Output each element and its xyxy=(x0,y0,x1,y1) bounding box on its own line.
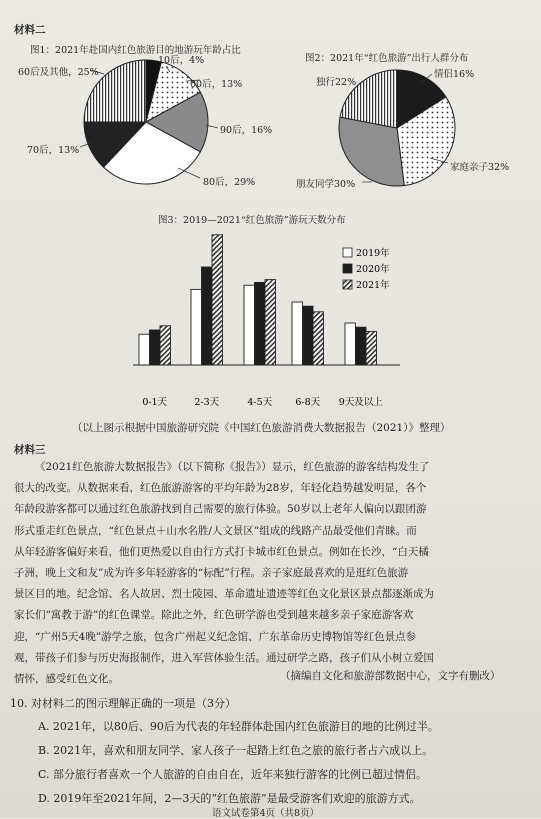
fig2-label-couple: 情侣16% xyxy=(434,69,475,80)
bar-2020-3 xyxy=(303,306,314,365)
source-note: （以上图示根据中国旅游研究院《中国红色旅游消费大数据报告（2021）》整理） xyxy=(72,422,451,434)
option-b[interactable]: B. 2021年，喜欢和朋友同学、家人孩子一起踏上红色之旅的旅行者占六成以上。 xyxy=(38,744,434,757)
legend-swatch-2021 xyxy=(343,280,352,289)
x-tick-label: 2-3天 xyxy=(194,397,220,408)
pie-charts xyxy=(0,0,541,205)
bar-2021-2 xyxy=(265,280,276,365)
bar-2019-3 xyxy=(292,302,303,365)
material3-line: 从年轻游客偏好来看，他们更热爱以自由行方式打卡城市红色景点。例如在长沙，“白天橘 xyxy=(14,545,429,558)
material3-body xyxy=(14,457,532,690)
fig2-caption: 图2：2021年“红色旅游”出行人群分布 xyxy=(305,53,469,64)
bar-2020-1 xyxy=(202,267,213,365)
material3-line: 景区目的地。纪念馆、名人故居、烈士陵园、革命遗址遗迹等红色文化景区景点都逐渐成为 xyxy=(14,588,434,601)
x-tick-label: 6-8天 xyxy=(295,397,321,408)
fig1-label-10: 10后，4% xyxy=(158,55,205,66)
material3-line: 子洲，晚上文和友”成为许多年轻游客的“标配”行程。亲子家庭最喜欢的是逛红色旅游 xyxy=(14,567,409,580)
material3-line: 家长们“寓教于游”的红色课堂。除此之外，红色研学游也受到越来越多亲子家庭游客欢 xyxy=(14,609,414,622)
bar-2019-1 xyxy=(191,289,202,365)
material3-title: 材料三 xyxy=(14,444,46,456)
material3-source: （摘编自文化和旅游部数据中心，文字有删改） xyxy=(280,670,501,682)
material3-line: 迎，“广州5天4晚”游学之旅，包含广州起义纪念馆、广东革命历史博物馆等红色景点参 xyxy=(14,630,417,643)
material3-line: 观，带孩子们参与历史海报制作，进入军营体验生活。通过研学之路，孩子们从小树立爱国 xyxy=(14,651,434,664)
legend-swatch-2019 xyxy=(343,248,352,257)
bar-2021-1 xyxy=(212,235,223,365)
bar-2021-3 xyxy=(313,312,324,365)
fig1-caption: 图1：2021年赴国内红色旅游目的地游玩年龄占比 xyxy=(30,45,241,56)
fig2-label-solo: 独行22% xyxy=(316,77,357,88)
bar-2021-4 xyxy=(366,331,377,365)
bar-groups xyxy=(139,235,377,365)
option-d[interactable]: D. 2019年至2021年间，2—3天的“红色旅游”是最受游客们欢迎的旅游方式。 xyxy=(38,792,421,805)
material3-line: 形式重走红色景点，“红色景点＋山水名胜/人文景区”组成的线路产品最受他们青睐。而 xyxy=(14,524,417,537)
fig1-label-70: 70后，13% xyxy=(27,145,80,156)
bar-2019-0 xyxy=(139,334,150,365)
material2-title: 材料二 xyxy=(14,24,46,36)
fig1-label-00: 00后，13% xyxy=(190,79,243,90)
legend-2021: 2021年 xyxy=(356,280,390,291)
legend-2020: 2020年 xyxy=(356,264,390,275)
bar-2020-4 xyxy=(356,327,367,365)
material3-line: 很大的改变。从数据来看，红色旅游游客的平均年龄为28岁，年轻化趋势越发明显，各个 xyxy=(14,482,427,495)
bar-2019-2 xyxy=(244,285,255,365)
bar-chart xyxy=(0,205,541,420)
fig2-label-family: 家庭亲子32% xyxy=(450,162,510,173)
legend xyxy=(343,247,390,291)
pie-traveler-groups xyxy=(339,70,455,186)
x-tick-label: 4-5天 xyxy=(247,397,273,408)
fig3-caption: 图3：2019—2021“红色旅游”游玩天数分布 xyxy=(158,215,346,226)
material3-line: 情怀，感受红色文化。 xyxy=(14,673,119,686)
question-stem: 10. 对材料二的图示理解正确的一项是（3分） xyxy=(10,697,236,710)
option-a[interactable]: A. 2021年，以80后、90后为代表的年轻群体赴国内红色旅游目的地的比例过半。 xyxy=(38,720,439,733)
material3-line: 《2021红色旅游大数据报告》（以下简称《报告》）显示，红色旅游的游客结构发生了 xyxy=(35,461,430,473)
fig1-label-80: 80后，29% xyxy=(203,177,256,188)
legend-swatch-2020 xyxy=(343,264,352,273)
x-tick-label: 9天及以上 xyxy=(338,397,383,408)
bar-2020-2 xyxy=(255,282,266,365)
x-tick-label: 0-1天 xyxy=(142,397,168,408)
bar-2020-0 xyxy=(150,330,161,365)
fig2-label-friends: 朋友同学30% xyxy=(296,179,356,190)
bar-2019-4 xyxy=(345,323,356,365)
fig1-label-60: 60后及其他，25% xyxy=(18,67,99,78)
x-tick-labels xyxy=(142,396,383,408)
material3-line: 年龄段游客都可以通过红色旅游找到自己需要的旅行体验。50岁以上老年人偏向以跟团游 xyxy=(14,503,427,516)
bar-2021-0 xyxy=(160,326,171,365)
legend-2019: 2019年 xyxy=(356,248,390,259)
option-c[interactable]: C. 部分旅行者喜欢一个人旅游的自由自在，近年来独行游客的比例已超过情侣。 xyxy=(38,768,428,781)
fig1-label-90: 90后，16% xyxy=(220,125,273,136)
page-footer: 语文试卷第4页（共8页） xyxy=(212,808,320,819)
